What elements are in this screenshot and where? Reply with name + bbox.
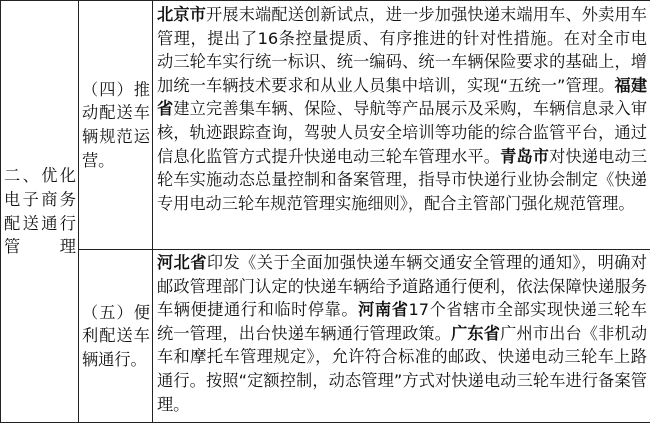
region-text: 对快递电动三轮车实施动态总量控制和备案管理，指导市快递行业协会制定《快递专用电动三轮车规范管理实施细则》，配合主管部门强化规范管理。: [157, 146, 648, 213]
subcategory-cell: [79, 250, 153, 423]
category-label: 二、优化电子商务配送通行管理: [4, 166, 76, 257]
region-name: 北京市: [157, 5, 207, 24]
region-text: 印发《关于全面加强快递车辆交通安全管理的通知》，明确对邮政管理部门认定的快递车辆给予道路通行便利，依法保障快递服务车辆便捷通行和临时停靠。: [157, 253, 647, 320]
category-cell: [1, 1, 79, 423]
region-name: 青岛市: [500, 146, 550, 166]
table-row: [1, 250, 650, 423]
content-cell: [153, 250, 650, 423]
subcategory-title: （五）便利配送车辆通行。: [82, 302, 150, 369]
subcategory-cell: [79, 1, 153, 250]
region-text: 建立完善集车辆、保险、导航等产品展示及采购，车辆信息录入审核，轨迹跟踪查询，驾驶人员安全培训等功能的综合监管平台，通过信息化监管方式提升快递电动三轮车管理水平。: [157, 99, 648, 166]
table-row: [1, 1, 650, 250]
region-name: 河南省: [358, 300, 409, 320]
region-name: 福建省: [157, 75, 648, 119]
region-name: 河北省: [157, 253, 207, 272]
region-text: 开展末端配送创新试点，进一步加强快递末端用车、外卖用车管理，提出了16条控量提质、有序推进的针对性措施。在对全市电动三轮车实行统一标识、统一编码、统一车辆保险要求的基础上，增加统一车辆技术要求和从业人员集中培训，实现“五统一”管理。: [157, 5, 647, 95]
region-text: 广州市出台《非机动车和摩托车管理规定》，允许符合标准的邮政、快递电动三轮车上路通行。按照“定额控制，动态管理”方式对快递电动三轮车进行备案管理。: [157, 323, 648, 414]
subcategory-title: （四）推动配送车辆规范运营。: [82, 79, 150, 170]
region-name: 广东省: [451, 323, 501, 343]
content-cell: [153, 1, 650, 250]
region-text: 17个省辖市全部实现快递三轮车统一管理，出台快递车辆通行管理政策。: [157, 300, 647, 343]
